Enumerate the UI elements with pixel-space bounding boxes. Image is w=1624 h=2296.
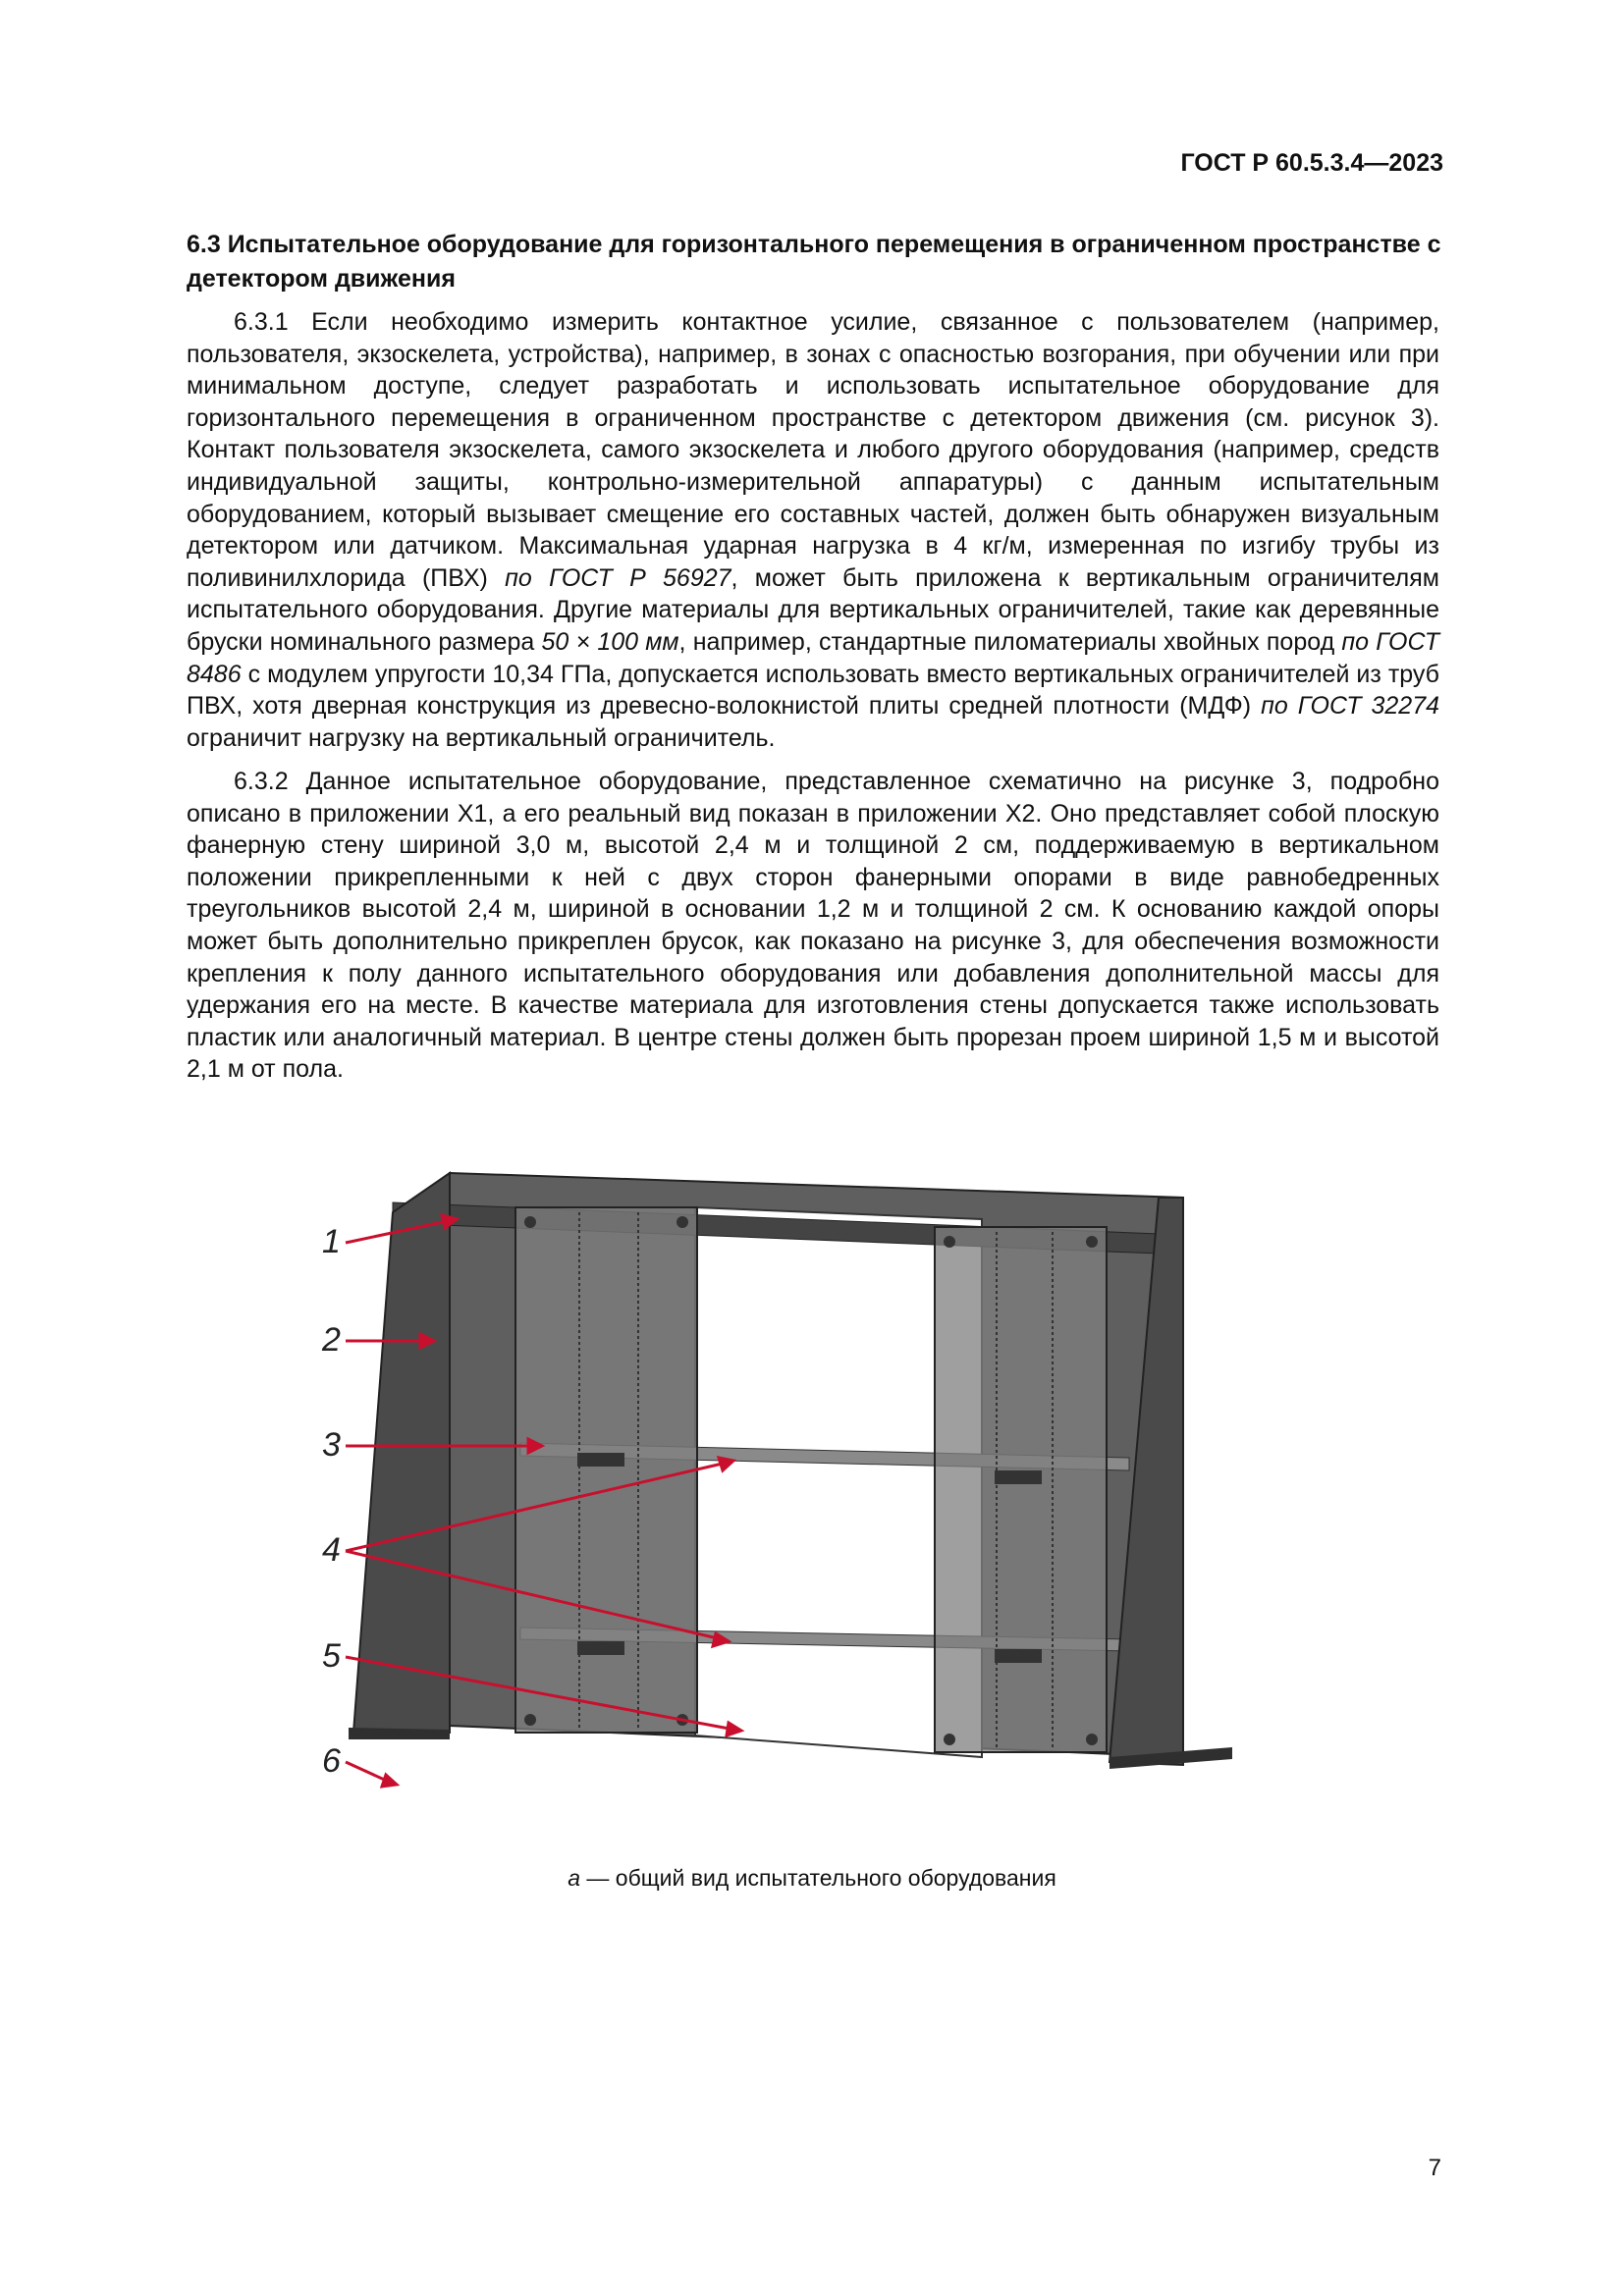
paragraph-6-3-2: 6.3.2 Данное испытательное оборудование, представленное схематично на рисунке 3, подробно описано в приложении Х1, а его реальный вид показан в приложении Х2. Оно представляет собой плоскую фанерную стену шириной 3,0 м, высотой 2,4 м и толщиной 2 см, поддерживаемую в вертикальном положении прикрепленными к ней с двух сторон фанерными опорами в виде равнобедренных треугольников высотой 2,4 м, шириной в основании 1,2 м и толщиной 2 см. К основанию каждой опоры может быть дополнительно прикреплен брусок, как показано на рисунке 3, для обеспечения возможности крепления к полу данного испытательного оборудования или добавления дополнительной массы для удержания его на месте. В качестве материала для изготовления стены допускается также использовать пластик или аналогичный материал. В центре стены должен быть прорезан проем шириной 1,5 м и высотой 2,1 м от пола. [187,768,1439,1084]
figure-caption: а — общий вид испытательного оборудования [568,1865,1056,1891]
right-vertical-restrainer-panel [935,1227,1107,1752]
paragraph-6-3-1: 6.3.1 Если необходимо измерить контактное усилие, связанное с пользователем (например, пользователя, экзоскелета, устройства), например, в зонах с опасностью возгорания, при обучении или при минимальном доступе, следует разработать и использовать испытательное оборудование для горизонтального перемещения в ограниченном пространстве с детектором движения (см. рисунок 3). Контакт пользователя экзоскелета, самого экзоскелета и любого другого оборудования (например, средств индивидуальной защиты, контрольно-измерительной аппаратуры) с данным испытательным оборудованием, который вызывает смещение его составных частей, должен быть обнаружен визуальным детектором или датчиком. Максимальная ударная нагрузка в 4 кг/м, измеренная по изгибу трубы из поливинилхлорида (ПВХ) по ГОСТ Р 56927, может быть приложена к вертикальным ограничителям испытательного оборудования. Другие материалы для вертикальных ограничителей, такие как деревянные бруски номинального размера 50 × 100 мм, например, стандартные пиломатериалы хвойных пород по ГОСТ 8486 с модулем упругости 10,34 ГПа, допускается использовать вместо вертикальных ограничителей из труб ПВХ, хотя дверная конструкция из древесно-волокнистой плиты средней плотности (МДФ) по ГОСТ 32274 ограничит нагрузку на вертикальный ограничитель. [187,308,1440,752]
document-code: ГОСТ Р 60.5.3.4—2023 [1180,149,1443,177]
left-base-bar [349,1728,450,1739]
dimension-reference: 50 × 100 мм [541,627,679,656]
test-equipment-figure [295,1158,1276,1796]
standard-reference: по ГОСТ 32274 [1261,692,1440,721]
callout-label-2: 2 [322,1321,341,1359]
standard-reference: по ГОСТ 8486 [187,627,1439,688]
callout-label-1: 1 [322,1223,341,1260]
callout-label-5: 5 [322,1637,341,1675]
left-triangular-support [353,1173,450,1733]
standard-reference: по ГОСТ Р 56927 [505,563,731,592]
section-title: 6.3 Испытательное оборудование для горизонтального перемещения в ограниченном пространстве с детектором движения [187,231,1441,293]
callout-label-6: 6 [322,1742,341,1780]
callout-label-3: 3 [322,1426,341,1464]
callout-label-4: 4 [322,1531,341,1569]
page-number: 7 [1428,2155,1441,2181]
